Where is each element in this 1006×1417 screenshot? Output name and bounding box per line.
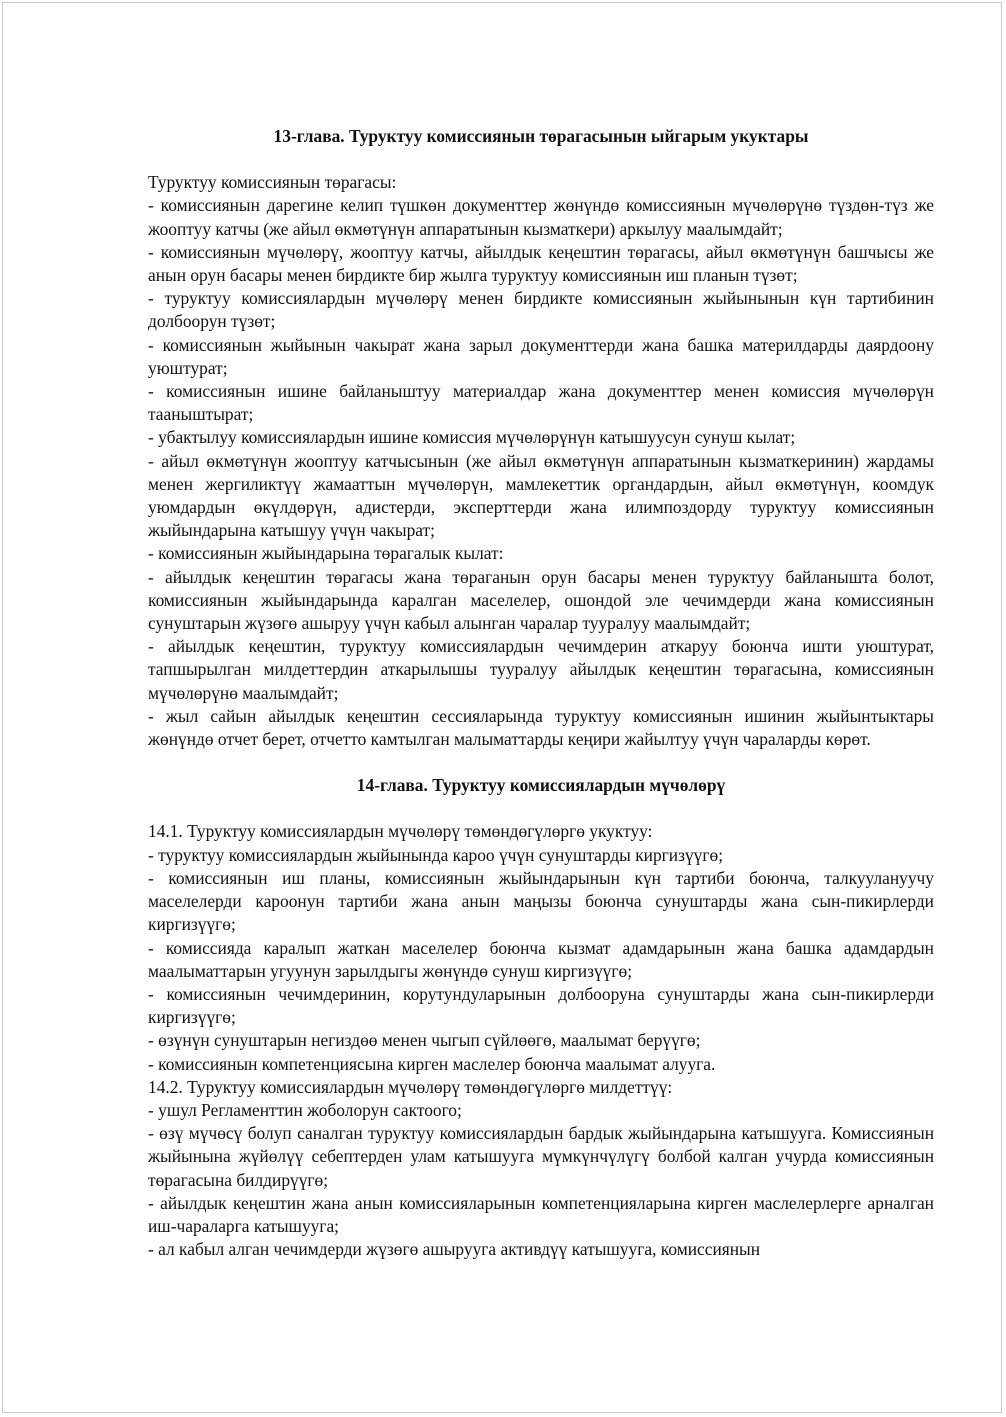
chapter-13-item: - айыл өкмөтүнүн жооптуу катчысынын (же айыл өкмөтүнүн аппаратынын кызматкеринин) жардамы менен жергиликтүү жамааттын мүчөлөрүн, мамлекеттик органдардын, айыл өкмөтүнүн, коомдук уюмдардын өкүлдөрүн, адистерди, эксперттерди жана илимпоздорду туруктуу комиссиянын жыйындарына катышуу үчүн чакырат; [148,450,934,541]
chapter-13-item: - жыл сайын айылдык кеңештин сессияларында туруктуу комиссиянын ишинин жыйынтыктары жөнүндө отчет берет, отчетто камтылган малыматтарды кеңири жайылтуу үчүн чараларды көрөт. [148,705,934,750]
chapter-14-item: - комиссияда каралып жаткан маселелер боюнча кызмат адамдарынын жана башка адамдардын маалыматтарын угуунун зарылдыгы жөнүндө сунуш киргизүүгө; [148,937,934,981]
chapter-13-item: - айылдык кеңештин төрагасы жана төраганын орун басары менен туруктуу байланышта болот, комиссиянын жыйындарында каралган маселелер, ошондой эле чечимдерди жана комиссиянын сунуштарын жүзөгө ашыруу үчүн кабыл алынган чаралар тууралуу маалымдайт; [148,566,934,634]
chapter-13-item: - комиссиянын дарегине келип түшкөн документтер жөнүндө комиссиянын мүчөлөрүнө түздөн-түз же жооптуу катчы (же айыл өкмөтүнүн аппаратынын кызматкери) аркылуу маалымдайт; [148,195,934,239]
chapter-14-item: - ушул Регламенттин жоболорун сактоого; [148,1099,462,1120]
chapter-13-item: - комиссиянын жыйындарына төрагалык кылат: [148,543,504,564]
document-body [148,125,934,1261]
chapter-14-item: 14.1. Туруктуу комиссиялардын мүчөлөрү төмөндөгүлөргө укуктуу: [148,821,653,842]
chapter-14-item: - комиссиянын иш планы, комиссиянын жыйындарынын күн тартиби боюнча, талкуулануучу маселелерди кароонун тартиби жана анын маңызы боюнча сунуштарды жана сын-пикирлерди киргизүүгө; [148,867,934,935]
chapter-13-item: - комиссиянын жыйынын чакырат жана зарыл документтерди жана башка материлдарды даярдоону уюштурат; [148,334,934,378]
chapter-13-item: - комиссиянын мүчөлөрү, жооптуу катчы, айылдык кеңештин төрагасы, айыл өкмөтүнүн башчысы же анын орун басары менен бирдикте бир жылга туруктуу комиссиянын иш планын түзөт; [148,241,934,286]
chapter-13-intro: Туруктуу комиссиянын төрагасы: [148,172,397,193]
chapter-14-item: - комиссиянын компетенциясына кирген маслелер боюнча маалымат алууга. [148,1053,716,1074]
chapter-14-item: - туруктуу комиссиялардын жыйынында кароо үчүн сунуштарды киргизүүгө; [148,844,724,865]
chapter-13-item: - айылдык кеңештин, туруктуу комиссиялардын чечимдерин аткаруу боюнча ишти уюштурат, тапшырылган милдеттердин аткарылышы тууралуу айылдык кеңештин төрагасына, комиссиянын мүчөлөрүнө маалымдайт; [148,636,934,703]
chapter-14-item: - ал кабыл алган чечимдерди жүзөгө ашырууга активдүү катышууга, комиссиянын [148,1239,761,1260]
chapter-13-item: - убактылуу комиссиялардын ишине комиссия мүчөлөрүнүн катышуусун сунуш кылат; [148,427,796,448]
chapter-14-item: - өзү мүчөсү болуп саналган туруктуу комиссиялардын бардык жыйындарына катышууга. Комиссиянын жыйынына жүйөлүү себептерден улам катышууга мүмкүнчүлүгү болбой калган учурда комиссиянын төрагасына билдирүүгө; [148,1123,934,1190]
document-page [2,2,1002,1413]
chapter-13-item: - комиссиянын ишине байланыштуу материалдар жана документтер менен комиссия мүчөлөрүн тааныштырат; [148,381,934,425]
chapter-14-item: - айылдык кеңештин жана анын комиссияларынын компетенцияларына кирген маслелерлерге арналган иш-чараларга катышууга; [148,1192,934,1236]
chapter-13-item: - туруктуу комиссиялардын мүчөлөрү менен бирдикте комиссиянын жыйынынын күн тартибинин долбоорун түзөт; [148,288,934,332]
chapter-14-title: 14-глава. Туруктуу комиссиялардын мүчөлөрү [356,775,726,796]
chapter-14-item: - өзүнүн сунуштарын негиздөө менен чыгып сүйлөөгө, маалымат берүүгө; [148,1030,701,1051]
chapter-14-item: - комиссиянын чечимдеринин, корутундуларынын долбооруна сунуштарды жана сын-пикирлерди киргизүүгө; [148,983,934,1028]
chapter-13-title: 13-глава. Туруктуу комиссиянын төрагасынын ыйгарым укуктары [273,126,809,146]
chapter-14-item: 14.2. Туруктуу комиссиялардын мүчөлөрү төмөндөгүлөргө милдеттүү: [148,1076,673,1097]
